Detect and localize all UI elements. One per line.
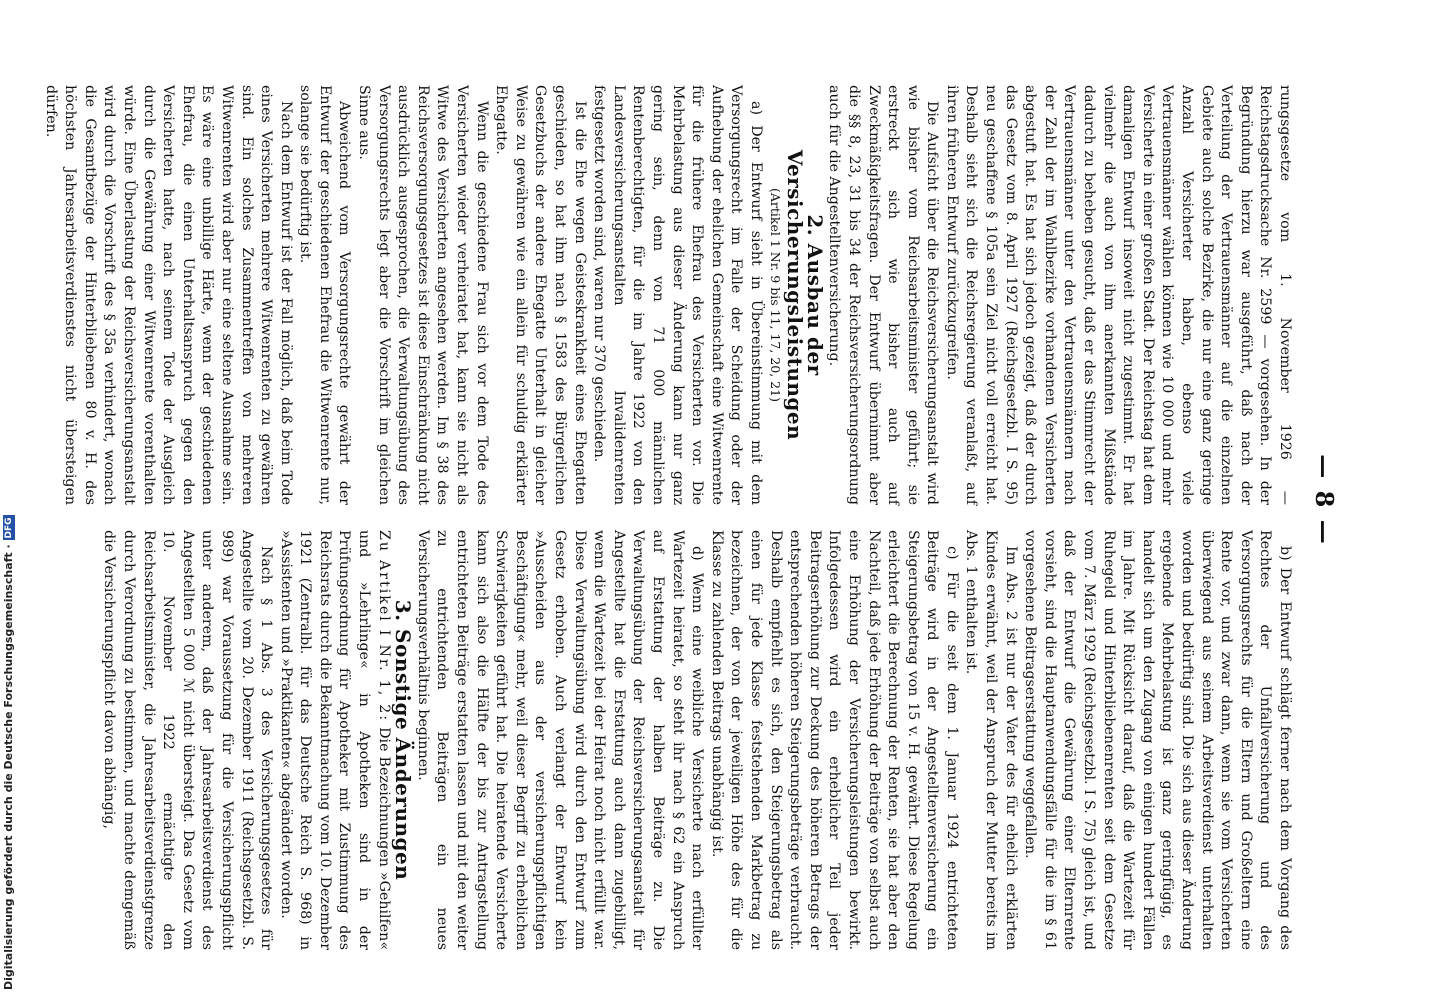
paragraph-text: Die Bezeichnungen »Gehilfen« und »Lehrlinge« in Apotheken sind in der Prüfungsordnung für Apotheker mit Zustimmung des Reichsrats durch die Bekanntmachung vom 10. Dezember 1921 (Zentralbl. für das Deutsche Reich S. 968) in »Assistenten und »Praktikanten« abgeändert worden.	[277, 530, 392, 950]
paragraph: Im Abs. 2 ist nur der Vater des für ehelich erklärten Kindes erwähnt, weil der Anspruch der Mutter bereits im Abs. 1 enthalten ist.	[963, 530, 1019, 950]
article-reference: Zu Artikel I Nr. 1, 2:	[375, 530, 392, 723]
section-heading: 2. Ausbau der Versicherungsleistungen	[783, 149, 827, 441]
paragraph: a) Der Entwurf sieht in Übereinstimmung mit dem Versorgungsrecht im Falle der Scheidung oder der Aufhebung der ehelichen Gemeinschaft eine Witwenrente für die frühere Ehefrau des Versicherten vor. Die Mehrbelastung aus dieser Änderung kann nur ganz gering sein, denn von 71 000 männlichen Rentenberechtigten, für die im Jahre 1922 von den Landesversicherungsanstalten Invalidenrenten festgesetzt worden sind, waren nur 370 geschieden.	[591, 85, 764, 505]
paragraph: b) Der Entwurf schlägt ferner nach dem Vorgang des Rechtes der Unfallversicherung und des Versorgungsrechts für die Eltern und Großeltern eine Rente vor, und zwar dann, wenn sie vom Versicherten überwiegend aus seinem Arbeitsverdienst unterhalten worden und bedürftig sind. Die sich aus dieser Änderung ergebende Mehrbelastung ist ganz geringfügig, es handelt sich um den Zugang von einigen hundert Fällen im Jahre. Mit Rücksicht darauf, daß die Wartezeit für Ruhegeld und Hinterbliebenenrenten seit dem Gesetze vom 7. März 1929 (Reichsgesetzbl. I S. 75) gleich ist, und daß der Entwurf die Gewährung einer Elternrente vorsieht, sind die Hauptanwendungsfälle für die im § 61 vorgesehene Beitragserstattung weggefallen.	[1022, 530, 1293, 950]
paragraph: c) Für die seit dem 1. Januar 1924 entrichteten Beiträge wird in der Angestelltenversicherung ein Steigerungsbetrag von 15 v. H. gewährt. Diese Regelung erleichtert die Berechnung der Renten, sie hat aber den Nachteil, daß jede Erhöhung der Beiträge von selbst auch eine Erhöhung der Versicherungsleistungen bewirkt. Infolgedessen wird ein erheblicher Teil jeder Beitragserhöhung zur Deckung des höheren Betrags der entsprechenden höheren Steigerungsbeträge verbraucht. Deshalb empfiehlt es sich, den Steigerungsbetrag als einen für jede Klasse feststehenden Markbetrag zu bezeichnen, der von der jeweiligen Höhe des für die Klasse zu zahlenden Beitrags unabhängig ist.	[708, 530, 960, 950]
paragraph: d) Wenn eine weibliche Versicherte nach erfüllter Wartezeit heiratet, so steht ihr nach § 62 ein Anspruch auf Erstattung der halben Beiträge zu. Die Verwaltungsübung der Reichsversicherungsanstalt für Angestellte hat die Erstattung auch dann zugebilligt, wenn die Wartezeit bei der Heirat noch nicht erfüllt war. Diese Verwaltungsübung wird durch den Entwurf zum Gesetz erhoben. Auch verlangt der Entwurf kein »Ausscheiden aus der versicherungspflichtigen Beschäftigung« mehr, weil dieser Begriff zu erheblichen Schwierigkeiten geführt hat. Die heiratende Versicherte kann sich also die Hälfte der bis zur Antragstellung entrichteten Beiträge erstatten lassen und mit den weiter zu entrichtenden Beiträgen ein neues Versicherungsverhältnis beginnen.	[414, 530, 706, 950]
paragraph: Die Aufsicht über die Reichsversicherungsanstalt wird wie bisher vom Reichsarbeitsminister geführt; sie erstreckt sich wie bisher auch auf Zweckmäßigkeitsfragen. Der Entwurf übernimmt aber die §§ 8, 23, 31 bis 34 der Reichsversicherungsordnung auch für die Angestelltenversicherung.	[826, 85, 941, 505]
page-number: — 8 —	[1310, 454, 1339, 546]
paragraph: Wenn die geschiedene Frau sich vor dem Tode des Versicherten wieder verheiratet hat, kann sie nicht als Witwe des Versicherten angesehen werden. Im § 38 des Reichsversorgungsgesetzes ist diese Einschränkung nicht ausdrücklich ausgesprochen, die Verwaltungsübung des Versorgungsrechts legt aber die Vorschrift im gleichen Sinne aus.	[356, 85, 490, 505]
paragraph: Ist die Ehe wegen Geisteskrankheit eines Ehegatten geschieden, so hat ihm nach § 1583 des Bürgerlichen Gesetzbuchs der andere Ehegatte Unterhalt in gleicher Weise zu gewähren wie ein allein für schuldig erklärter Ehegatte.	[493, 85, 588, 505]
credit-text: Digitalisierung gefördert durch die Deutsche Forschungsgemeinschaft ·	[2, 544, 15, 990]
paragraph: rungsgesetze vom 1. November 1926 — Reichstagsdrucksache Nr. 2599 — vorgesehen. In der Begründung hierzu war ausgeführt, daß nach der Verteilung der Vertrauensmänner auf die einzelnen Gebiete auch solche Bezirke, die nur eine ganz geringe Anzahl Versicherter haben, ebenso viele Vertrauensmänner wählen können wie 10 000 und mehr Versicherte in einer großen Stadt. Der Reichstag hat dem damaligen Entwurf insoweit nicht zugestimmt. Er hat vielmehr die auch von ihm anerkannten Mißstände dadurch zu beheben gesucht, daß er das Stimmrecht der Vertrauensmänner unter den Vertrauensmännern nach der Zahl der im Wahlbezirke vorhandenen Versicherten abgestuft hat. Es hat sich jedoch gezeigt, daß der durch das Gesetz vom 8. April 1927 (Reichsgesetzbl. I S. 95) neu geschaffene § 105a sein Ziel nicht voll erreicht hat. Deshalb sieht sich die Reichsregierung veranlaßt, auf ihren früheren Entwurf zurückzugreifen.	[943, 85, 1293, 505]
paragraph: Abweichend vom Versorgungsrechte gewährt der Entwurf der geschiedenen Ehefrau die Witwenrente nur, solange sie bedürftig ist.	[297, 85, 353, 505]
section-heading: 3. Sonstige Änderungen	[391, 599, 416, 881]
right-column	[99, 530, 1294, 950]
paragraph	[275, 530, 393, 950]
left-column	[40, 85, 1294, 505]
paragraph: Nach § 1 Abs. 3 des Versicherungsgesetzes für Angestellte vom 20. Dezember 1911 (Reichsgesetzbl. S. 989) war Voraussetzung für die Versicherungspflicht unter anderem, daß der Jahresarbeitsverdienst des Angestellten 5 000 ℳ nicht übersteigt. Das Gesetz vom 10. November 1922 ermächtigte den Reichsarbeitsminister, die Jahresarbeitsverdienstgrenze durch Verordnung zu bestimmen, und machte demgemäß die Versicherungspflicht davon abhängig,	[101, 530, 275, 950]
paragraph: Nach dem Entwurf ist der Fall möglich, daß beim Tode eines Versicherten mehrere Witwenrenten zu gewähren sind. Ein solches Zusammentreffen von mehreren Witwenrenten wird aber nur eine seltene Ausnahme sein. Es wäre eine unbillige Härte, wenn der geschiedenen Ehefrau, die einen Unterhaltsanspruch gegen den Versicherten hatte, nach seinem Tode der Ausgleich durch die Gewährung einer Witwenrente vorenthalten würde. Eine Überlastung der Reichsversicherungsanstalt wird durch die Vorschrift des § 35a verhindert, wonach die Gesamtbezüge der Hinterbliebenen 80 v. H. des höchsten Jahresarbeitsverdienstes nicht übersteigen dürfen.	[42, 85, 294, 505]
section-subheading: (Artikel 1 Nr. 9 bis 11, 17, 20, 21)	[767, 188, 783, 402]
dfg-logo-icon: DFG	[4, 517, 14, 539]
